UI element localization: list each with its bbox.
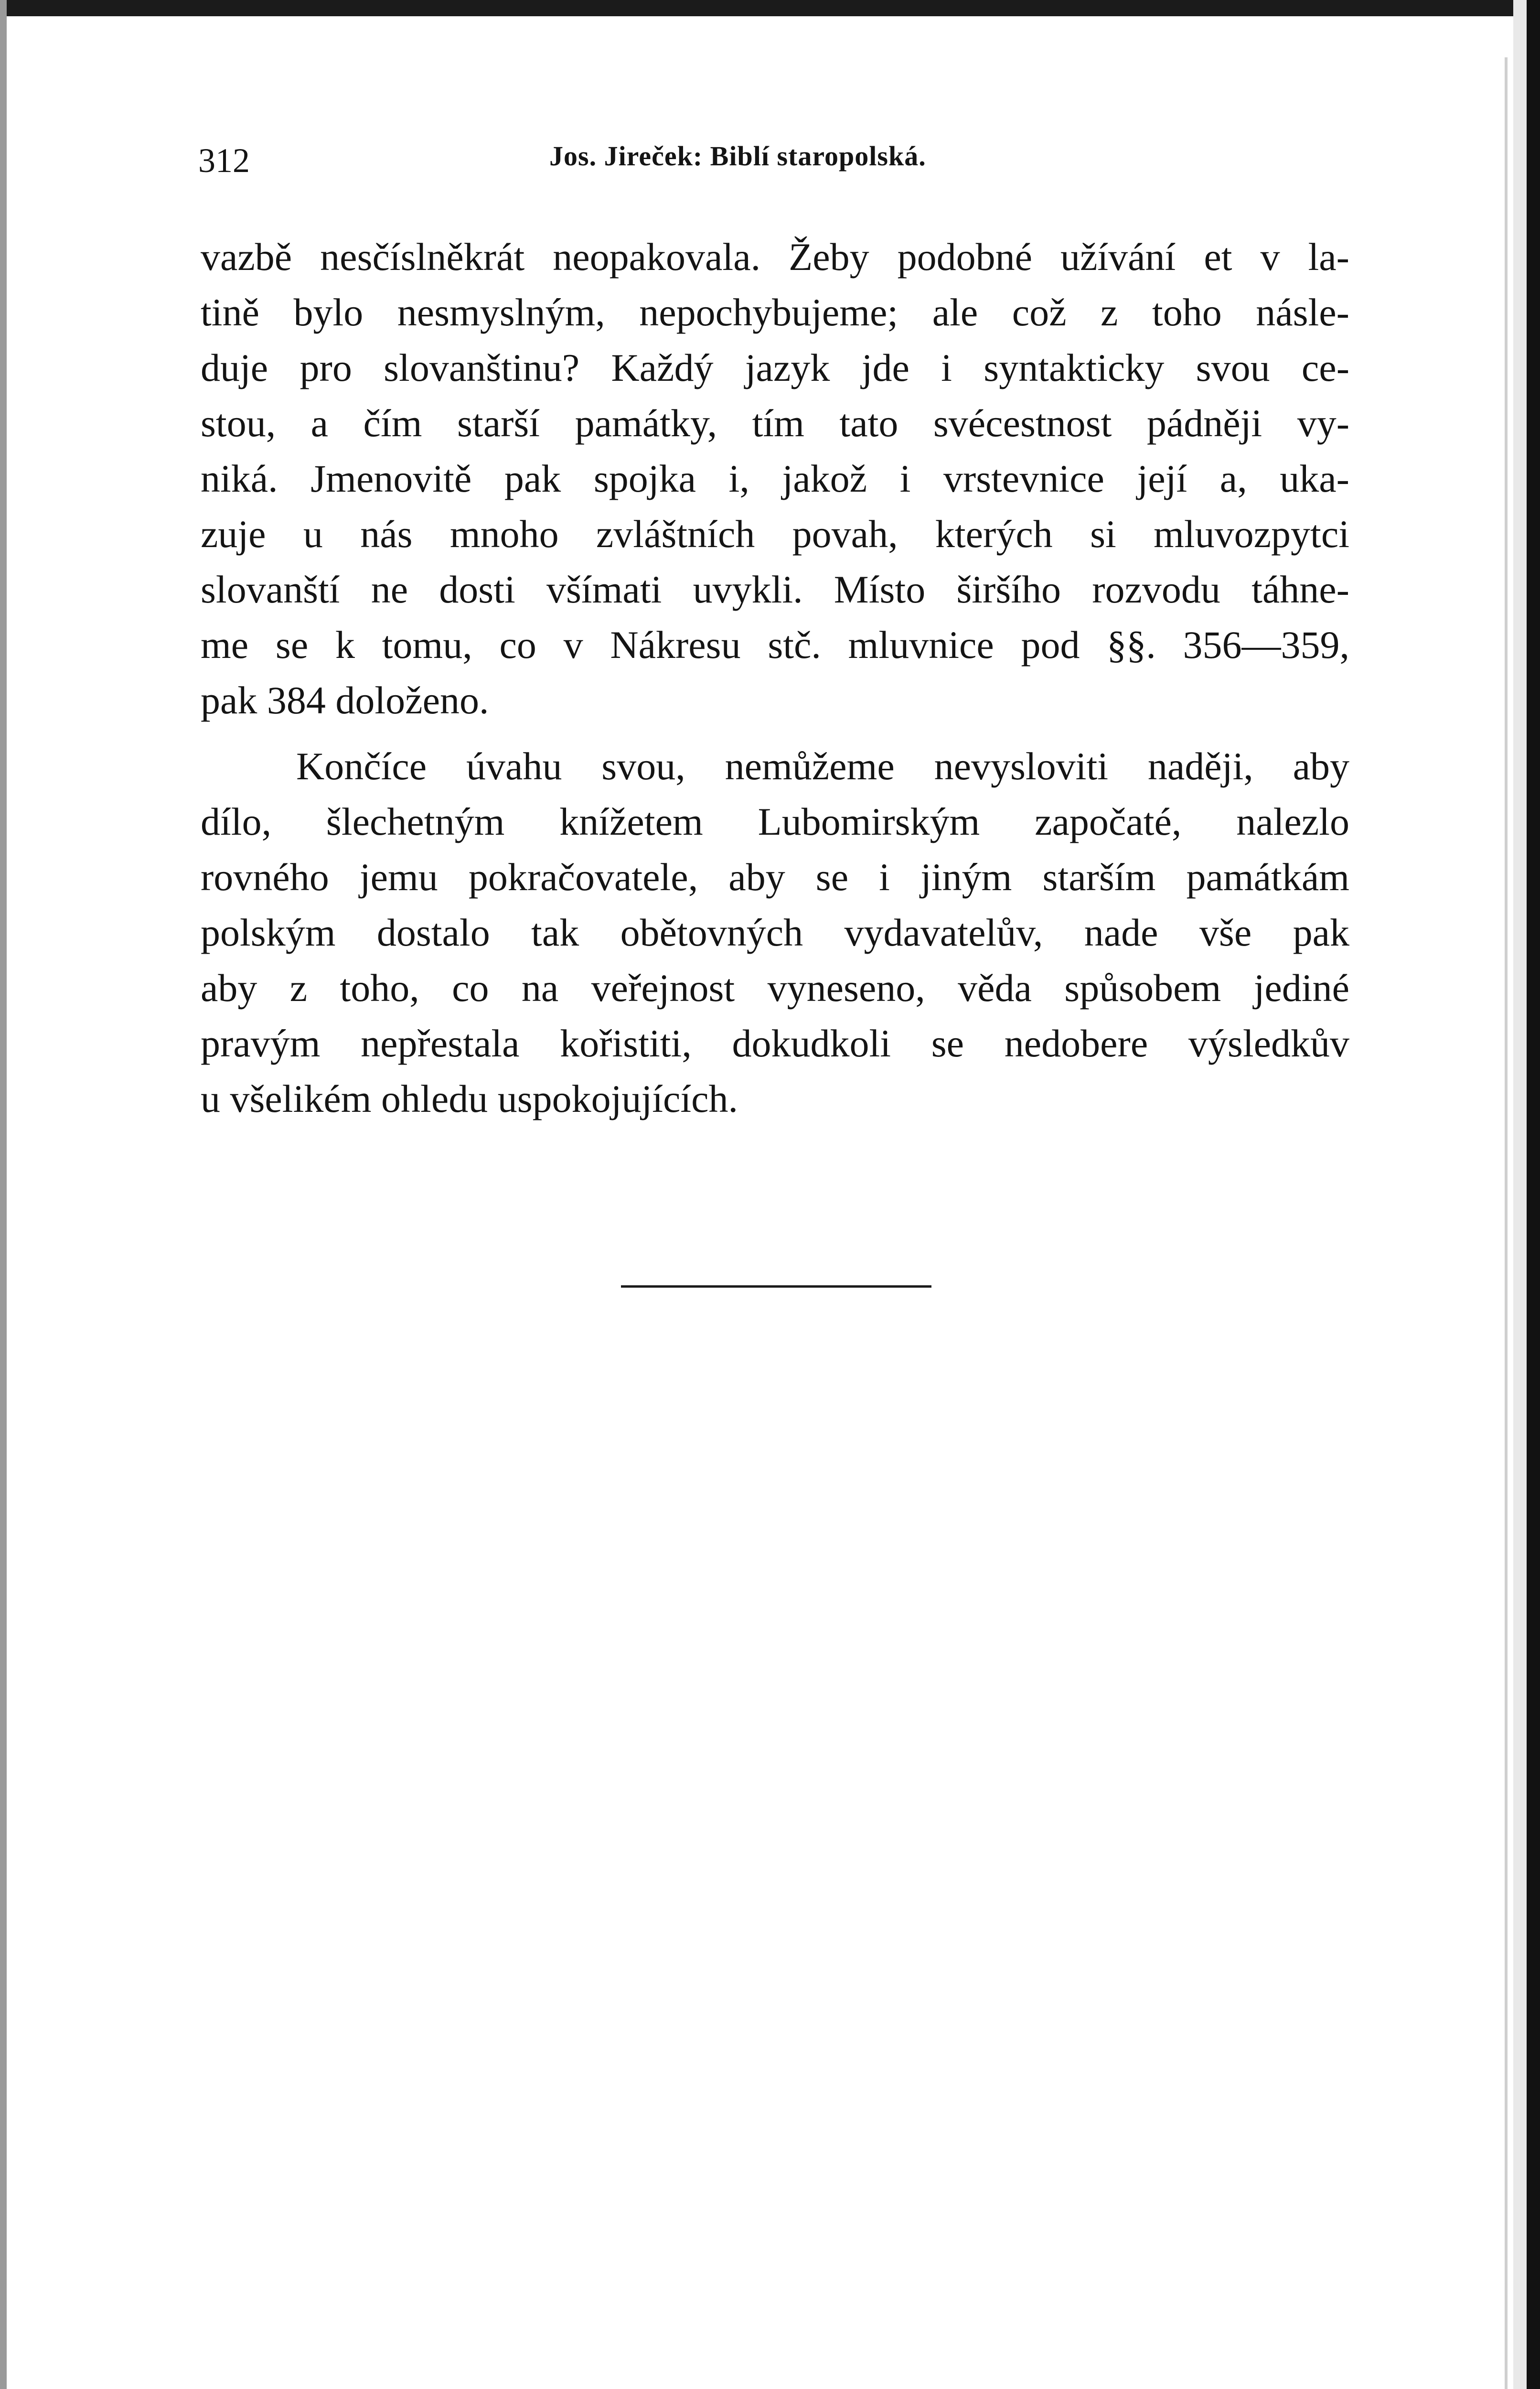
text-line: pravým nepřestala kořistiti, dokudkoli se nedobere výsledkův: [201, 1022, 1349, 1065]
text-line: zuje u nás mnoho zvláštních povah, kterých si mluvozpytci: [201, 512, 1349, 556]
page-number: 312: [198, 141, 250, 180]
paragraph-2: [201, 739, 1349, 1127]
text-line: slovanští ne dosti všímati uvykli. Místo širšího rozvodu táhne-: [201, 568, 1349, 611]
text-line: duje pro slovanštinu? Každý jazyk jde i syntakticky svou ce-: [201, 346, 1349, 389]
scan-border-right: [1527, 0, 1540, 2389]
paragraph-1: [201, 229, 1349, 728]
scan-shadow-line: [1505, 57, 1508, 2389]
text-line: Končíce úvahu svou, nemůžeme nevysloviti naději, aby: [296, 744, 1349, 788]
text-line: stou, a čím starší památky, tím tato svécestnost pádněji vy-: [201, 401, 1349, 445]
text-line: vazbě nesčíslněkrát neopakovala. Žeby podobné užívání et v la-: [201, 235, 1349, 279]
running-title: Jos. Jireček: Biblí staropolská.: [549, 140, 926, 172]
text-line: me se k tomu, co v Nákresu stč. mluvnice pod §§. 356—359,: [201, 623, 1349, 667]
scan-edge-light: [1513, 0, 1527, 2389]
text-line: dílo, šlechetným knížetem Lubomirským započaté, nalezlo: [201, 800, 1349, 843]
scan-border-top: [0, 0, 1540, 16]
text-line: polským dostalo tak obětovných vydavatelův, nade vše pak: [201, 911, 1349, 954]
scan-border-left: [0, 0, 7, 2389]
text-line: tině bylo nesmyslným, nepochybujeme; ale což z toho násle-: [201, 291, 1349, 334]
text-line: u všelikém ohledu uspokojujících.: [201, 1077, 738, 1120]
end-rule: [621, 1285, 931, 1288]
text-line: pak 384 doloženo.: [201, 678, 489, 722]
text-line: niká. Jmenovitě pak spojka i, jakož i vrstevnice její a, uka-: [201, 457, 1349, 500]
text-line: aby z toho, co na veřejnost vyneseno, věda spůsobem jediné: [201, 966, 1349, 1010]
text-line: rovného jemu pokračovatele, aby se i jiným starším památkám: [201, 855, 1349, 899]
